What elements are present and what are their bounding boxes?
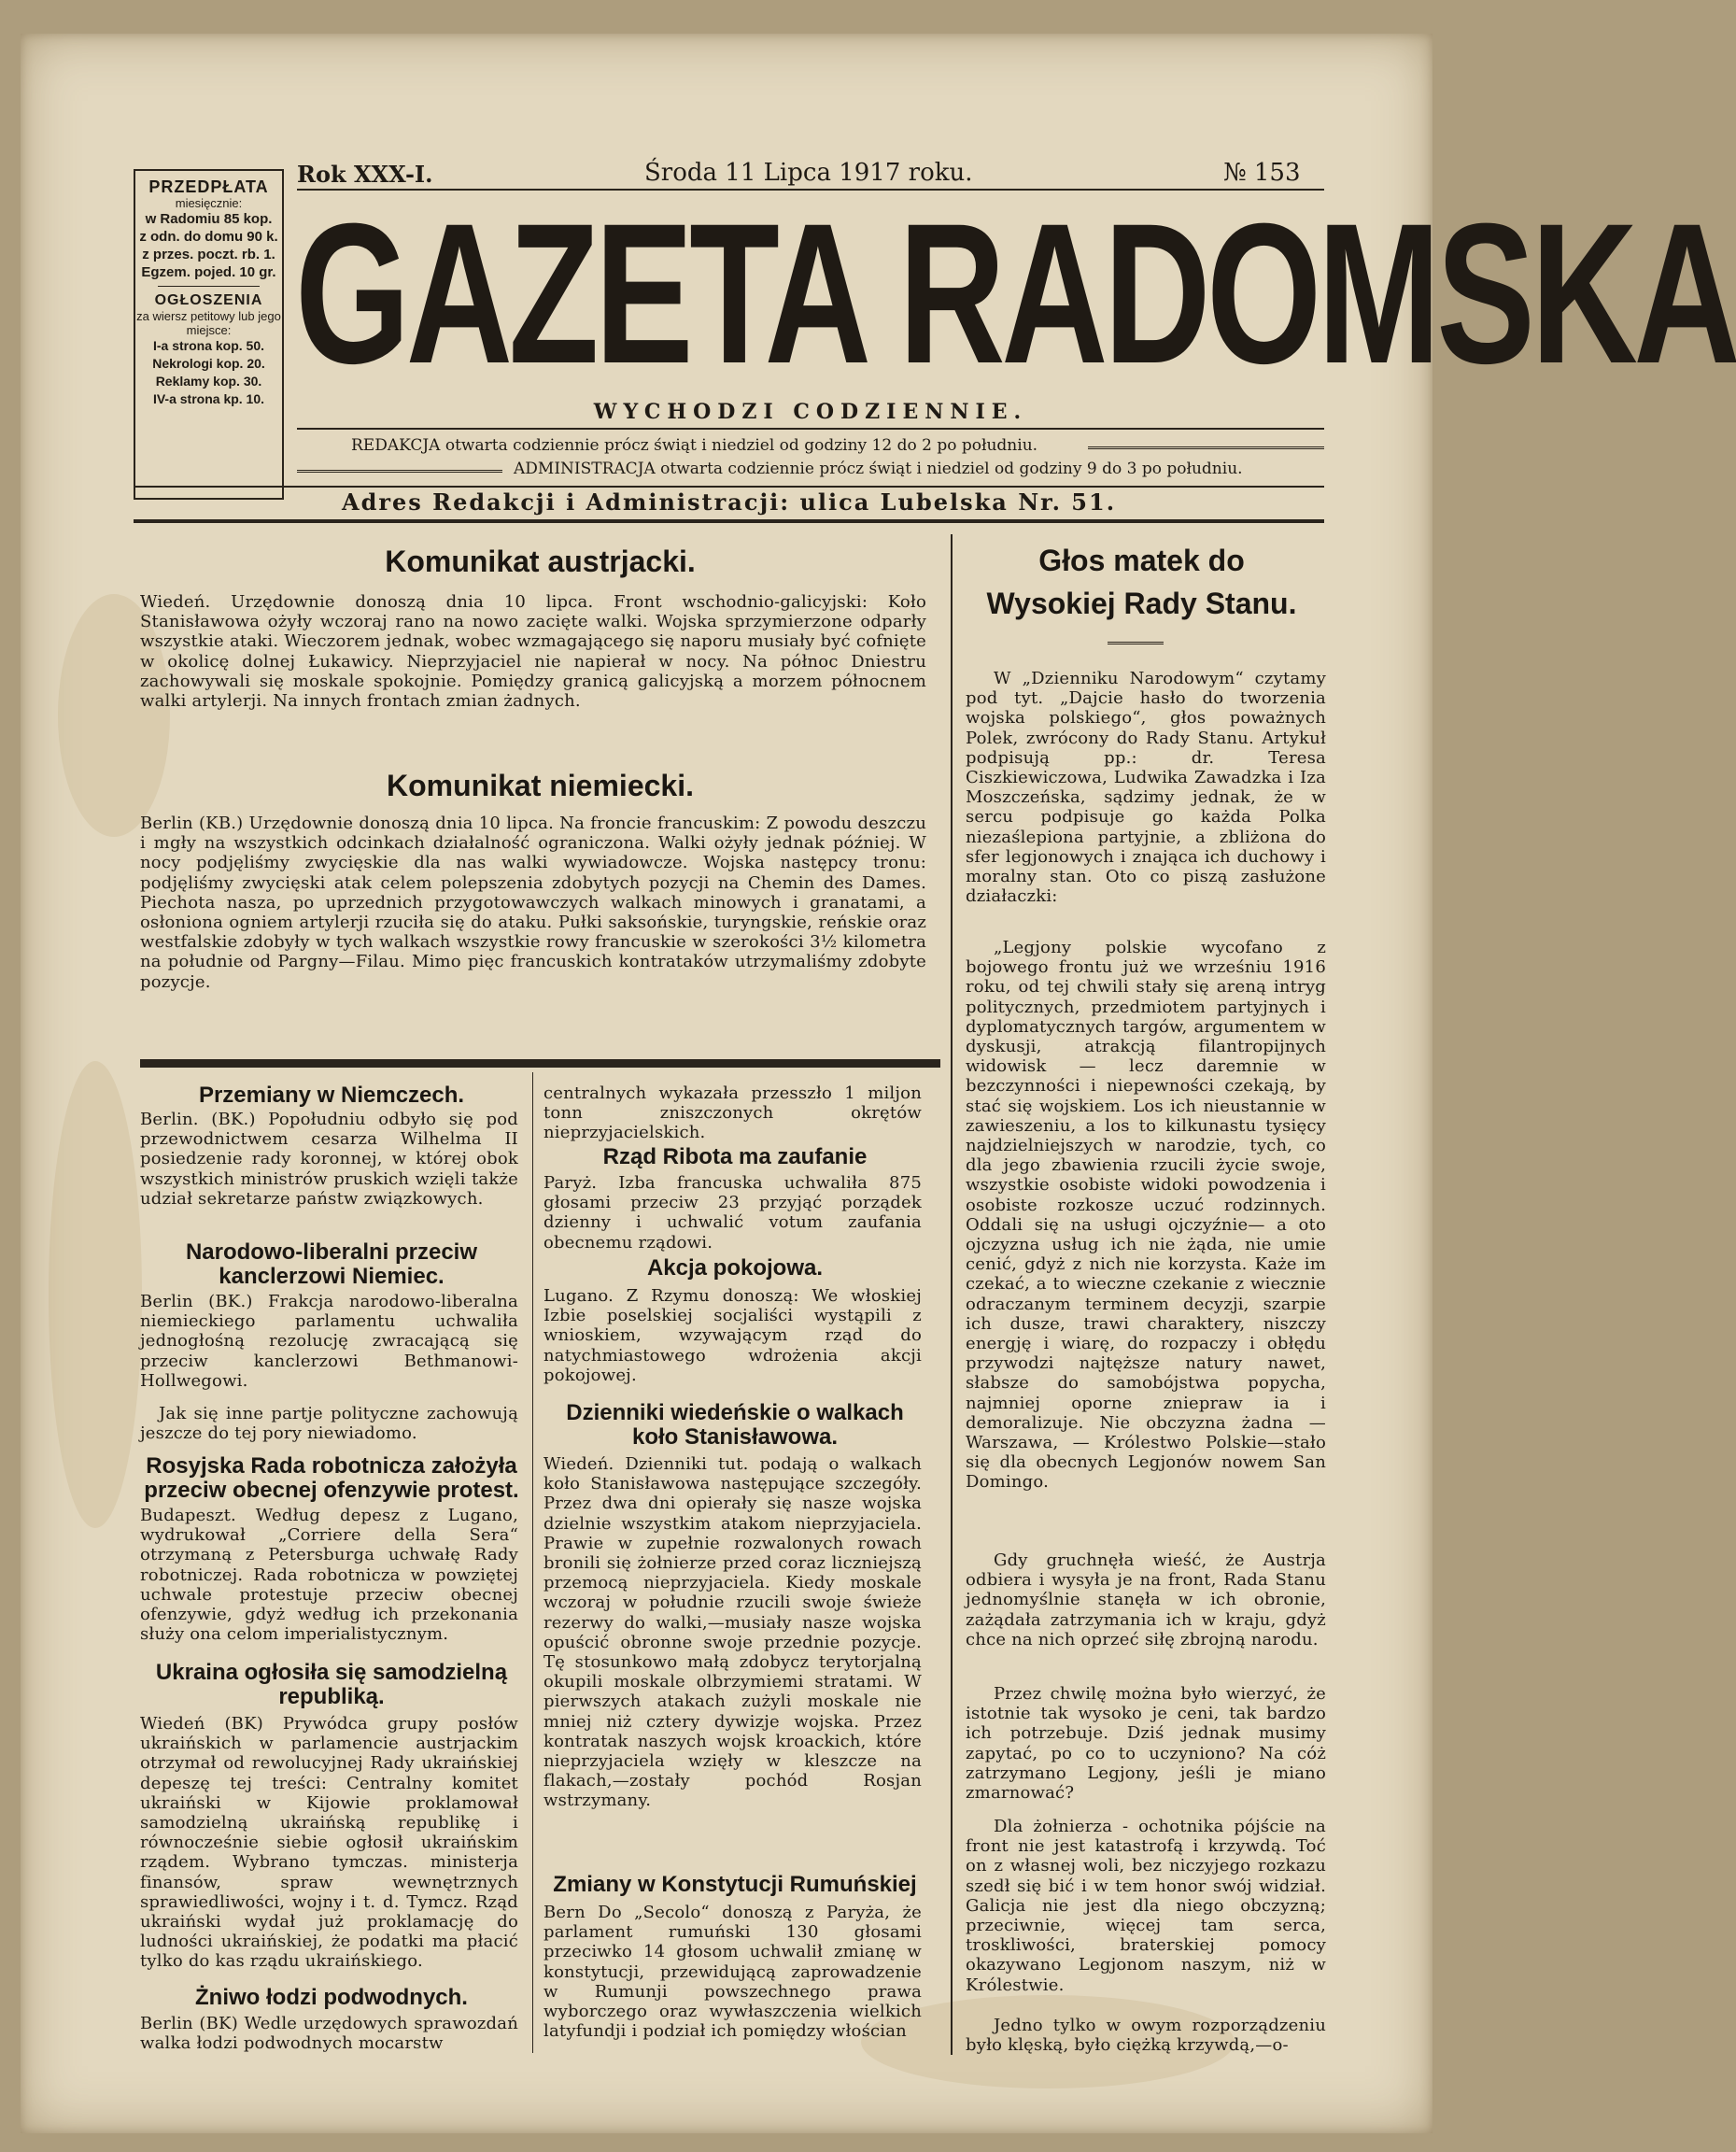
divider	[158, 286, 261, 287]
double-rule	[297, 470, 502, 473]
issue-number: № 153	[1223, 159, 1301, 187]
subscription-period: miesięcznie:	[175, 196, 243, 210]
headline-national-liberals: Narodowo-liberalni przeciw kanclerzowi Niemiec.	[185, 1239, 478, 1289]
rule	[134, 486, 1324, 488]
article-text: Jedno tylko w owym rozporządzeniu było klęską, było ciężką krzywdą,—o-	[966, 2016, 1326, 2056]
volume-year: Rok XXX-I.	[297, 161, 433, 188]
headline-russian-council: Rosyjska Rada robotnicza założyła przeciw obecnej ofenzywie protest.	[144, 1453, 519, 1503]
article-text: Gdy gruchnęła wieść, że Austrja odbiera i wysyła je na front, Rada Stanu jednomyślnie stanęła w ich obronie, zażądała zatrzymania ich w kraju, gdyż chce na nich oprzeć siłę zbrojną narodu.	[966, 1550, 1326, 1649]
price-line: Egzem. pojed. 10 gr.	[141, 264, 276, 280]
ads-note: za wiersz petitowy lub jego miejsce:	[136, 309, 281, 337]
headline-ribot-government: Rząd Ribota ma zaufanie	[602, 1144, 868, 1169]
paper-stain	[49, 1061, 142, 1528]
headline-mothers-voice-1: Głos matek do	[1038, 544, 1245, 577]
admin-hours: ADMINISTRACJA otwarta codziennie prócz świąt i niedziel od godziny 9 do 3 po południu.	[514, 460, 1243, 478]
address-line: Adres Redakcji i Administracji: ulica Lubelska Nr. 51.	[341, 488, 1117, 516]
rule	[297, 428, 1324, 430]
article-text: Berlin. (BK.) Popołudniu odbyło się pod przewodnictwem cesarza Wilhelma II posiedzenie rady koronnej, w której obok wszystkich ministrów pruskich wzięli także udział sekretarze państw związkowych.	[140, 1110, 518, 1209]
german-communique-text: Berlin (KB.) Urzędownie donoszą dnia 10 lipca. Na froncie francuskim: Z powodu deszczu i mgły na wszystkich odcinkach działalność ograniczona. Walki ożyły jednak później. W nocy podjęliśmy zwycięskie dla nas walki wywiadowcze. Wojska następcy tronu: podjęliśmy zwycięski atak celem polepszenia zdobytych pozycji na Chemin des Dames. Piechota nasza, po uprzednich przygotowawczych walkach minowych i granatami, a osłoniona ogniem artylerji rzuciła się do ataku. Pułki saksońskie, turyngskie, reńskie oraz westfalskie zdobyły w tych walkach wszystkie rowy francuskie w szerokości 3½ kilometra na południe od Pargny—Filau. Mimo pięc francuskich kontrataków utrzymaliśmy zdobyte pozycje.	[140, 814, 926, 992]
double-rule	[1088, 446, 1324, 449]
article-text: Bern Do „Secolo“ donoszą z Paryża, że parlament rumuński 130 głosami przeciwko 14 głosom uchwalił zmianę w konstytucji, przewidującą zaprowadzenie w Rumunji powszechnego prawa wyborczego oraz wywłaszczenia wielkich latyfundji i podział ich pomiędzy włościan	[543, 1903, 922, 2042]
issue-date: Środa 11 Lipca 1917 roku.	[644, 159, 973, 187]
column-divider	[951, 534, 953, 2055]
ads-title: OGŁOSZENIA	[154, 292, 263, 308]
column-divider	[532, 1072, 533, 2053]
article-text: Wiedeń. Dzienniki tut. podają o walkach koło Stanisławowa następujące szczegóły. Przez dwa dni opierały się nasze wojska dzielnie wszystkim atakom nieprzyjaciela. Prawie w zupełnie rozwalonych rowach bronili się żołnierze przed coraz liczniejszą przemocą nieprzyjaciela. Kiedy moskale wczoraj w południe rzucili swoje świeże rezerwy do walki,—musiały nasze wojska opuścić obronne swoje przednie pozycje. Tę stosunkowo małą zdobycz terytorjalną okupili moskale olbrzymiemi stratami. W pierwszych atakach zużyli moskale nie mniej niż cztery dywizje wojska. Przez kontratak naszych wojsk kroackich, które nieprzyjaciela wzięły w kleszcze na flakach,—zostały pochód Rosjan wstrzymany.	[543, 1454, 922, 1811]
headline-romanian-constitution: Zmiany w Konstytucji Rumuńskiej	[553, 1872, 917, 1897]
publication-frequency: WYCHODZI CODZIENNIE.	[593, 400, 1028, 424]
headline-ukraine: Ukraina ogłosiła się samodzielną republiką.	[155, 1660, 508, 1709]
rule	[134, 519, 1324, 523]
article-text: Dla żołnierza - ochotnika pójście na front nie jest katastrofą i krzywdą. Toć on z własnej woli, bez niczyjego rozkazu szedł się bić i w tem honor swój widział. Galicja nie jest dla niego obczyzną; przeciwnie, więcej tam serca, troskliwości, braterskiej pomocy okazywano Legjonom naszym, niż w Królestwie.	[966, 1817, 1326, 1995]
headline-changes-germany: Przemiany w Niemczech.	[198, 1083, 465, 1108]
ads-line: IV-a strona kp. 10.	[152, 391, 265, 406]
article-text: Wiedeń (BK) Prywódca grupy posłów ukraińskich w parlamencie austrjackim otrzymał od rewolucyjnej Rady ukraińskiej depeszę tej treści: Centralny komitet ukraiński w Kijowie proklamował samodzielną ukraińską republikę i równocześnie siebie ogłosił ukraińskim rządem. Wybrano tymczas. ministerja finansów, spraw wewnętrznych sprawiedliwości, wojny i t. d. Tymcz. Rząd ukraiński wydał już proklamację do ludności ukraińskiej, że podatki ma płacić tylko do kas rządu ukraińskiego.	[140, 1714, 518, 1972]
article-text: Jak się inne partje polityczne zachowują jeszcze do tej pory niewiadomo.	[140, 1404, 518, 1444]
article-text: „Legjony polskie wycofano z bojowego frontu już we wrześniu 1916 roku, od tej chwili stały się areną intryg politycznych, przedmiotem partyjnych i dyplomatycznych targów, argumentem w dyskusji, atrakcją filantropijnych widowisk — lecz daremnie w bezczynności i niepewności czekają, by stać się wojskiem. Los ich nieustannie w zawieszeniu, a los to kilkunastu tysięcy najdzielniejszych w narodzie, tych, co dla jego zbawienia rzucili życie swoje, wszystkie osobiste widoki powodzenia i osobiste rozkosze uczuć rodzinnych. Oddali się na usługi ojczyźnie— a oto ojczyzna usług ich nie żąda, nie umie cenić, gdyż z nich nie korzysta. Każe im czekać, a to wieczne czekanie z wiecznie odraczanym terminem decyzji, szarpie ich dusze, trawi charaktery, niszczy energję i wiarę, do rozpaczy i obłędu przywodzi najtęższe natury nawet, słabsze do samobójstwa popycha, najmniej oporne zniepraw ia i demoralizuje. Nie obczyzna żadna — Warszawa, — Królestwo Polskie—stało się dla obecnych Legjonów nowem San Domingo.	[966, 938, 1326, 1493]
subscription-box	[134, 169, 284, 500]
ads-line: Nekrologi kop. 20.	[152, 356, 265, 371]
editorial-hours: REDAKCJA otwarta codziennie prócz świąt i niedziel od godziny 12 do 2 po południu.	[351, 436, 1038, 455]
article-text: W „Dzienniku Narodowym“ czytamy pod tyt. „Dajcie hasło do tworzenia wojska polskiego“, głos poważnych Polek, zwrócony do Rady Stanu. Artykuł podpisują pp.: dr. Teresa Ciszkiewiczowa, Ludwika Zawadzka i Iza Moszczeńska, sądzimy jednak, że w sercu podpisuje go każda Polka niezaślepiona partyjnie, a zbliżona do sfer legjonowych i znająca ich duchowy i moralny stan. Oto co piszą zasłużone działaczki:	[966, 669, 1326, 907]
article-text: Berlin (BK) Wedle urzędowych sprawozdań walka łodzi podwodnych mocarstw	[140, 2014, 518, 2054]
headline-peace-action: Akcja pokojowa.	[646, 1255, 824, 1281]
ads-line: Reklamy kop. 30.	[155, 374, 262, 389]
price-line: w Radomiu 85 kop.	[145, 211, 273, 227]
subscription-title: PRZEDPŁATA	[148, 177, 269, 196]
headline-austrian-communique: Komunikat austrjacki.	[385, 545, 696, 578]
section-rule	[140, 1059, 940, 1068]
article-text: Lugano. Z Rzymu donoszą: We włoskiej Izbie poselskiej socjaliści wystąpili z wnioskiem, wzywającym rząd do natychmiastowego wdrożenia akcji pokojowej.	[543, 1286, 922, 1385]
austrian-communique-text: Wiedeń. Urzędownie donoszą dnia 10 lipca. Front wschodnio-galicyjski: Koło Stanisławowa ożyły wczoraj rano na nowo zacięte walki. Wojska sprzymierzone odparły wszystkie ataki. Wieczorem jednak, wobec wzmagającego się naporu musiały być cofnięte w okolicę dolnej Łukawicy. Nieprzyjaciel nie napierał w nocy. Na północ Dniestru zachowywali się moskale spokojnie. Pomiędzy granicą galicyjską a morzem północnem walki artylerji. Na innych frontach zmian żadnych.	[140, 592, 926, 712]
article-text: centralnych wykazała przesszło 1 miljon tonn zniszczonych okrętów nieprzyjacielskich.	[543, 1083, 922, 1143]
divider	[1108, 642, 1164, 644]
article-text: Paryż. Izba francuska uchwaliła 875 głosami przeciw 23 przyjąć porządek dzienny i uchwalić votum zaufania obecnemu rządowi.	[543, 1173, 922, 1253]
ads-line: I-a strona kop. 50.	[152, 338, 265, 353]
newspaper-title: GAZETA RADOMSKA	[295, 182, 1736, 405]
article-text: Przez chwilę można było wierzyć, że istotnie tak wysoko je ceni, tak bardzo ich potrzebuje. Dziś jednak musimy zapytać, po co to uczyniono? Na cóż zatrzymano Legjony, jeśli je miano zmarnować?	[966, 1684, 1326, 1804]
article-text: Berlin (BK.) Frakcja narodowo-liberalna niemieckiego parlamentu uchwaliła jednogłośną rezolucję zwracającą się przeciw kanclerzowi Bethmanowi-Hollwegowi.	[140, 1292, 518, 1391]
price-line: z odn. do domu 90 k.	[139, 229, 278, 245]
price-line: z przes. poczt. rb. 1.	[142, 247, 275, 262]
headline-mothers-voice-2: Wysokiej Rady Stanu.	[986, 587, 1297, 620]
headline-german-communique: Komunikat niemiecki.	[387, 769, 694, 802]
headline-submarines: Żniwo łodzi podwodnych.	[195, 1985, 468, 2010]
article-text: Budapeszt. Według depesz z Lugano, wydrukował „Corriere della Sera“ otrzymaną z Petersburga uchwałę Rady robotniczej. Rada robotnicza w powziętej uchwale protestuje przeciw obecnej ofenzywie, gdyż według ich przekonania służy ona celom imperialistycznym.	[140, 1506, 518, 1645]
headline-vienna-papers: Dzienniki wiedeńskie o walkach koło Stanisławowa.	[566, 1400, 904, 1450]
